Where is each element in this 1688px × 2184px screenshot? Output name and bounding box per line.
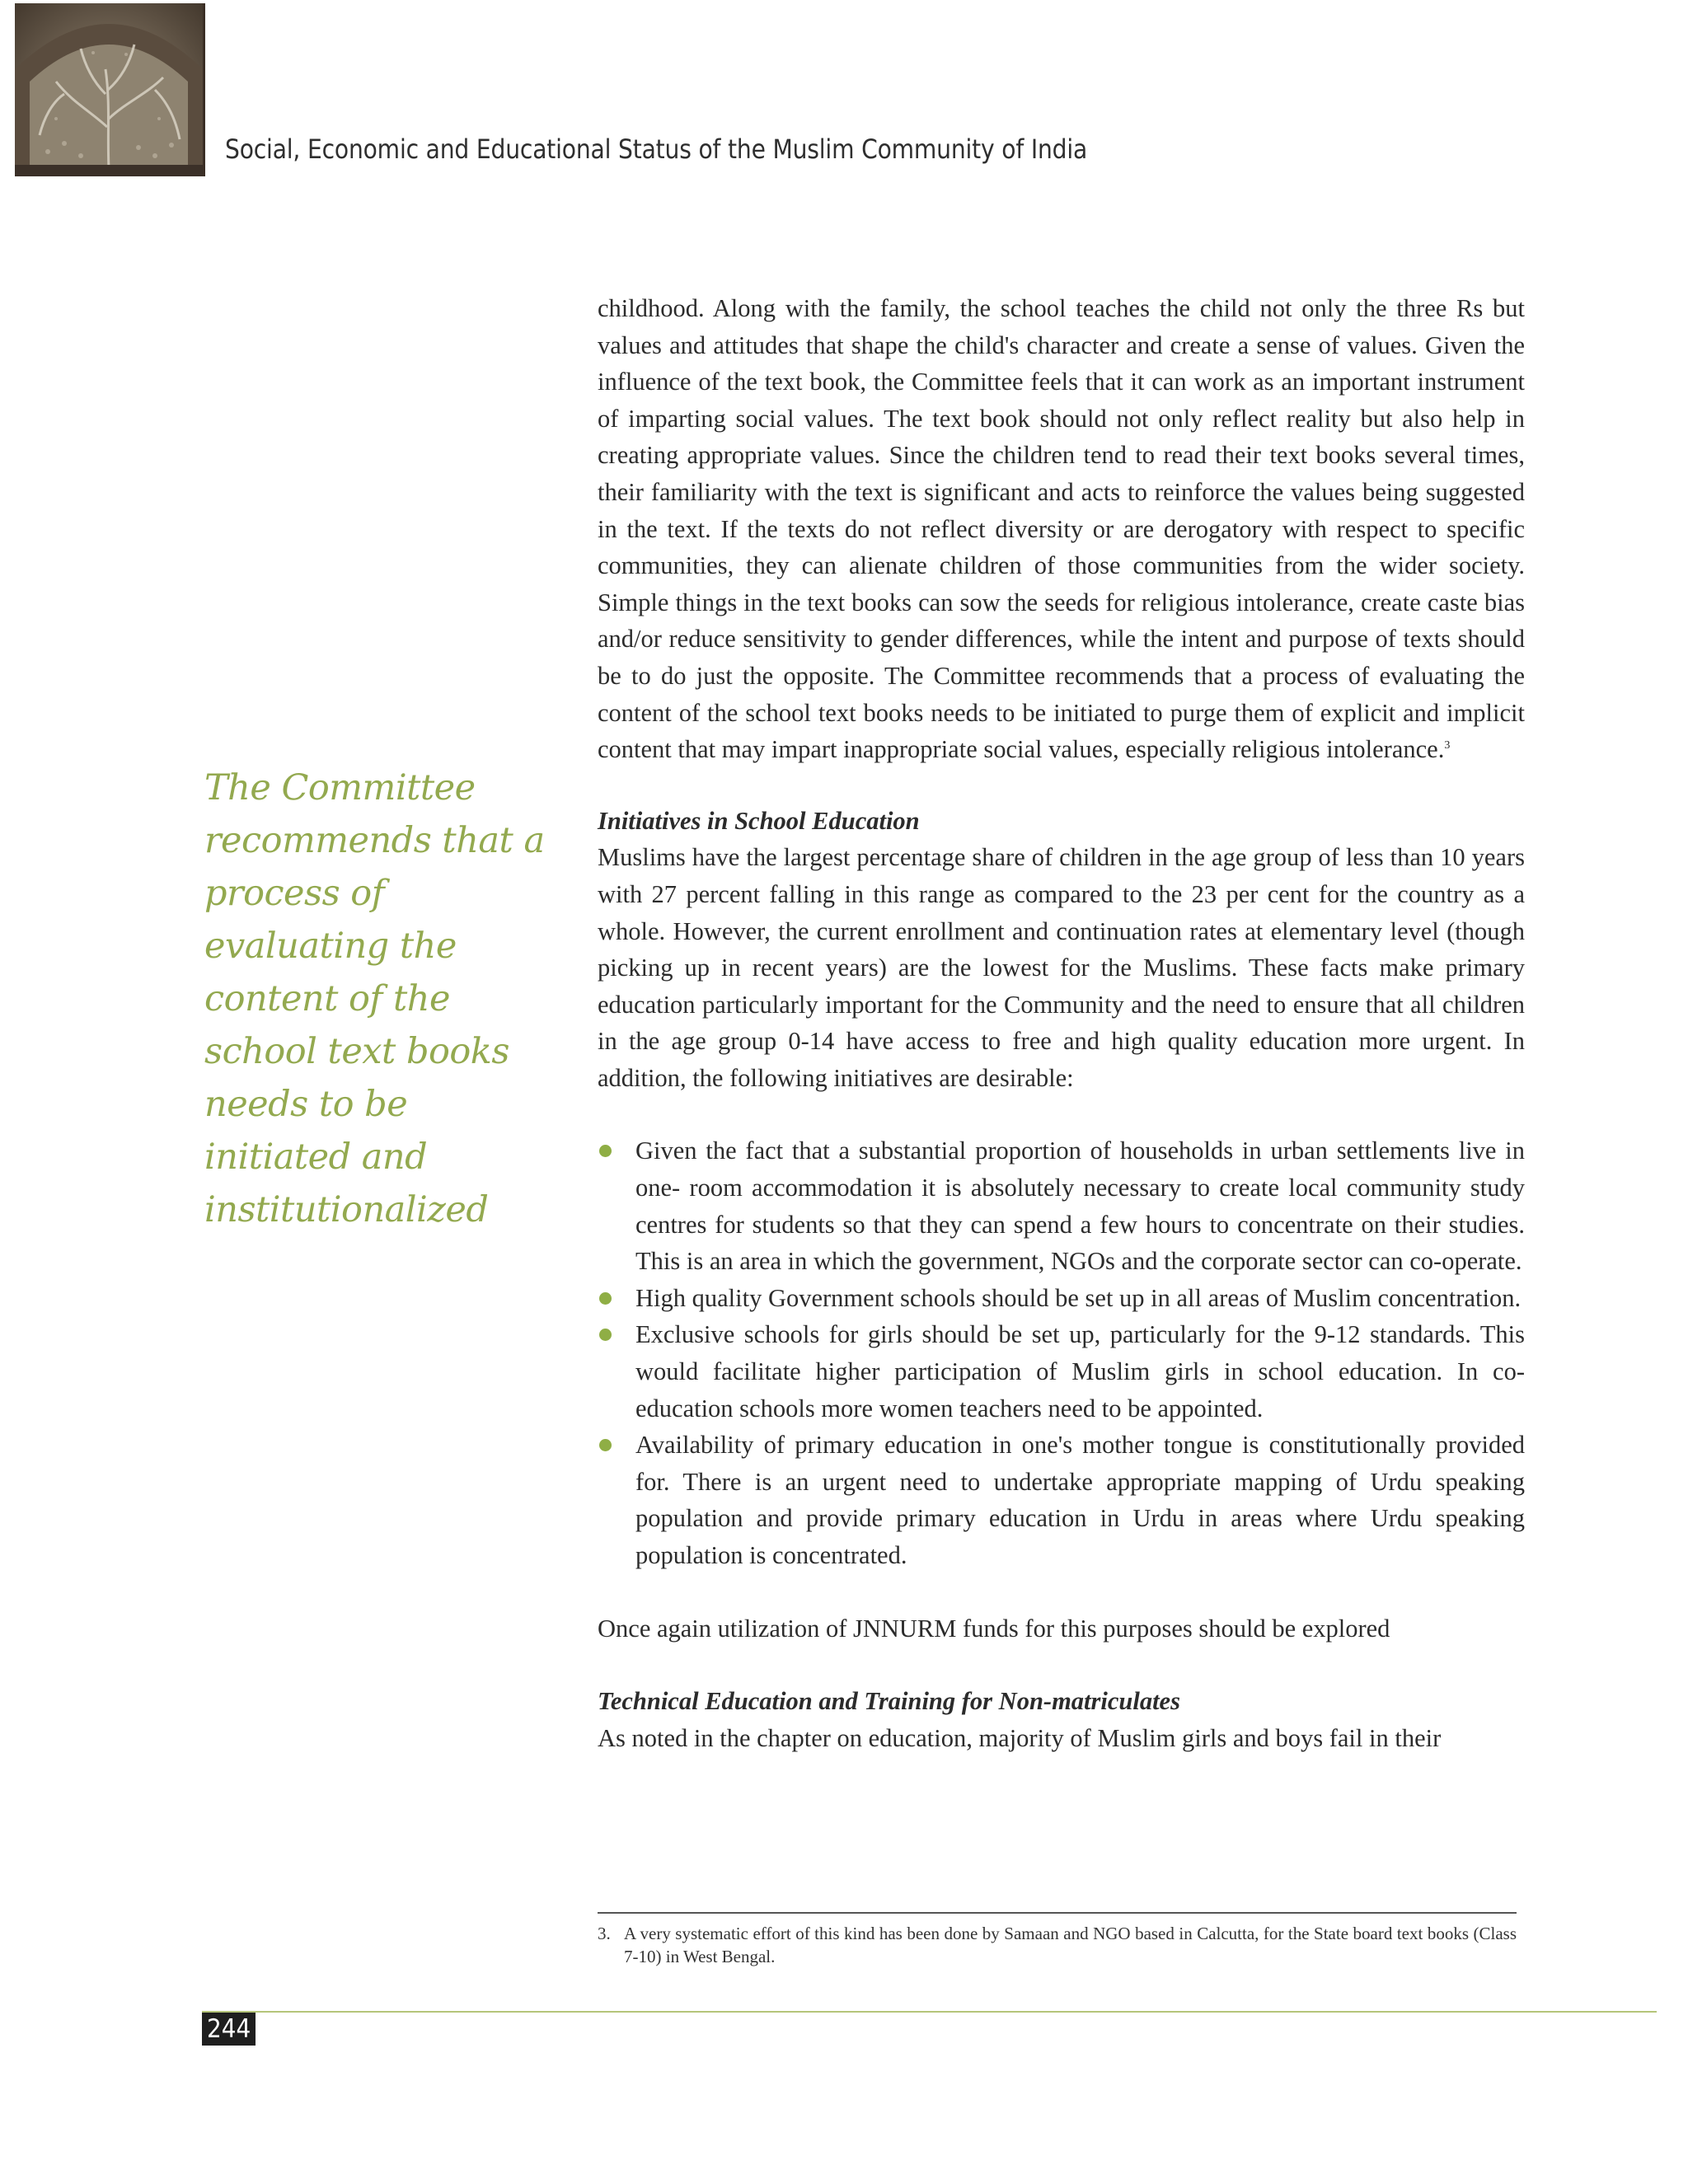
list-item-text: Availability of primary education in one's mother tongue is constitutionally provided for. There is an urgent need to undertake appropriate mapping of Urdu speaking population and provide primary education in Urdu in areas where Urdu speaking population is concentrated. xyxy=(635,1431,1525,1569)
body-column xyxy=(598,290,1525,1756)
body-paragraph-text: childhood. Along with the family, the school teaches the child not only the three Rs but values and attitudes that shape the child's character and create a sense of values. Given the influence of the text book, the Committee feels that it can work as an important instrument of imparting social values. The text book should not only reflect reality but also help in creating appropriate values. Since the children tend to read their text books several times, their familiarity with the text is significant and acts to reinforce the values being suggested in the text. If the texts do not reflect diversity or are derogatory with respect to specific communities, they can alienate children of those communities from the wider society. Simple things in the text books can sow the seeds for religious intolerance, create caste bias and/or reduce sensitivity to gender differences, while the intent and purpose of texts should be to do just the opposite. The Committee recommends that a process of evaluating the content of the school text books needs to be initiated to purge them of explicit and implicit content that may impart inappropriate social values, especially religious intolerance. xyxy=(598,294,1525,764)
header-lattice-window-image xyxy=(15,3,205,176)
section-heading-technical-education: Technical Education and Training for Non-matriculates xyxy=(598,1687,1180,1716)
footnote-text: A very systematic effort of this kind has been done by Samaan and NGO based in Calcutta, for the State board text books (Class 7-10) in West Bengal. xyxy=(624,1924,1517,1966)
list-item-text: Exclusive schools for girls should be set up, particularly for the 9-12 standards. This would facilitate higher participation of Muslim girls in school education. In co-education schools more women teachers need to be appointed. xyxy=(635,1320,1525,1422)
list-item xyxy=(598,1427,1525,1573)
body-paragraph xyxy=(598,290,1525,768)
footnote xyxy=(598,1922,1517,1968)
page-number: 244 xyxy=(202,2013,256,2046)
page-bottom-rule xyxy=(202,2011,1657,2013)
bullet-dot-icon xyxy=(599,1329,612,1341)
lattice-window-icon xyxy=(15,3,203,176)
list-item xyxy=(598,1280,1525,1317)
list-item-text: High quality Government schools should be set up in all areas of Muslim concentration. xyxy=(635,1283,1522,1312)
pull-quote: The Committee recommends that a process of evaluating the content of the school text books needs to be initiated and institutionalized xyxy=(204,767,545,1230)
section-heading-school-education: Initiatives in School Education xyxy=(598,806,920,835)
bullet-dot-icon xyxy=(599,1145,612,1157)
footnote-reference: 3 xyxy=(1444,738,1451,752)
body-paragraph: Once again utilization of JNNURM funds for this purposes should be explored xyxy=(598,1614,1390,1643)
list-item xyxy=(598,1316,1525,1427)
list-item xyxy=(598,1132,1525,1279)
footnote-divider xyxy=(598,1912,1517,1914)
bullet-dot-icon xyxy=(599,1439,612,1451)
list-item-text: Given the fact that a substantial proportion of households in urban settlements live in one- room accommodation it is absolutely necessary to create local community study centres for students so that they can spend a few hours to concentrate on their studies. This is an area in which the government, NGOs and the corporate sector can co-operate. xyxy=(635,1137,1525,1276)
body-paragraph: Muslims have the largest percentage share of children in the age group of less than 10 years with 27 percent falling in this range as compared to the 23 per cent for the country as a whole. However, the current enrollment and continuation rates at elementary level (though picking up in recent years) are the lowest for the Muslims. These facts make primary education particularly important for the Community and the need to ensure that all children in the age group 0-14 have access to free and high quality education more urgent. In addition, the following initiatives are desirable: xyxy=(598,843,1525,1092)
body-paragraph: As noted in the chapter on education, majority of Muslim girls and boys fail in their xyxy=(598,1723,1442,1752)
bullet-dot-icon xyxy=(599,1292,612,1305)
initiatives-list xyxy=(598,1132,1525,1573)
footnote-number: 3. xyxy=(598,1924,611,1943)
running-head-title: Social, Economic and Educational Status of the Muslim Community of India xyxy=(225,134,1088,165)
